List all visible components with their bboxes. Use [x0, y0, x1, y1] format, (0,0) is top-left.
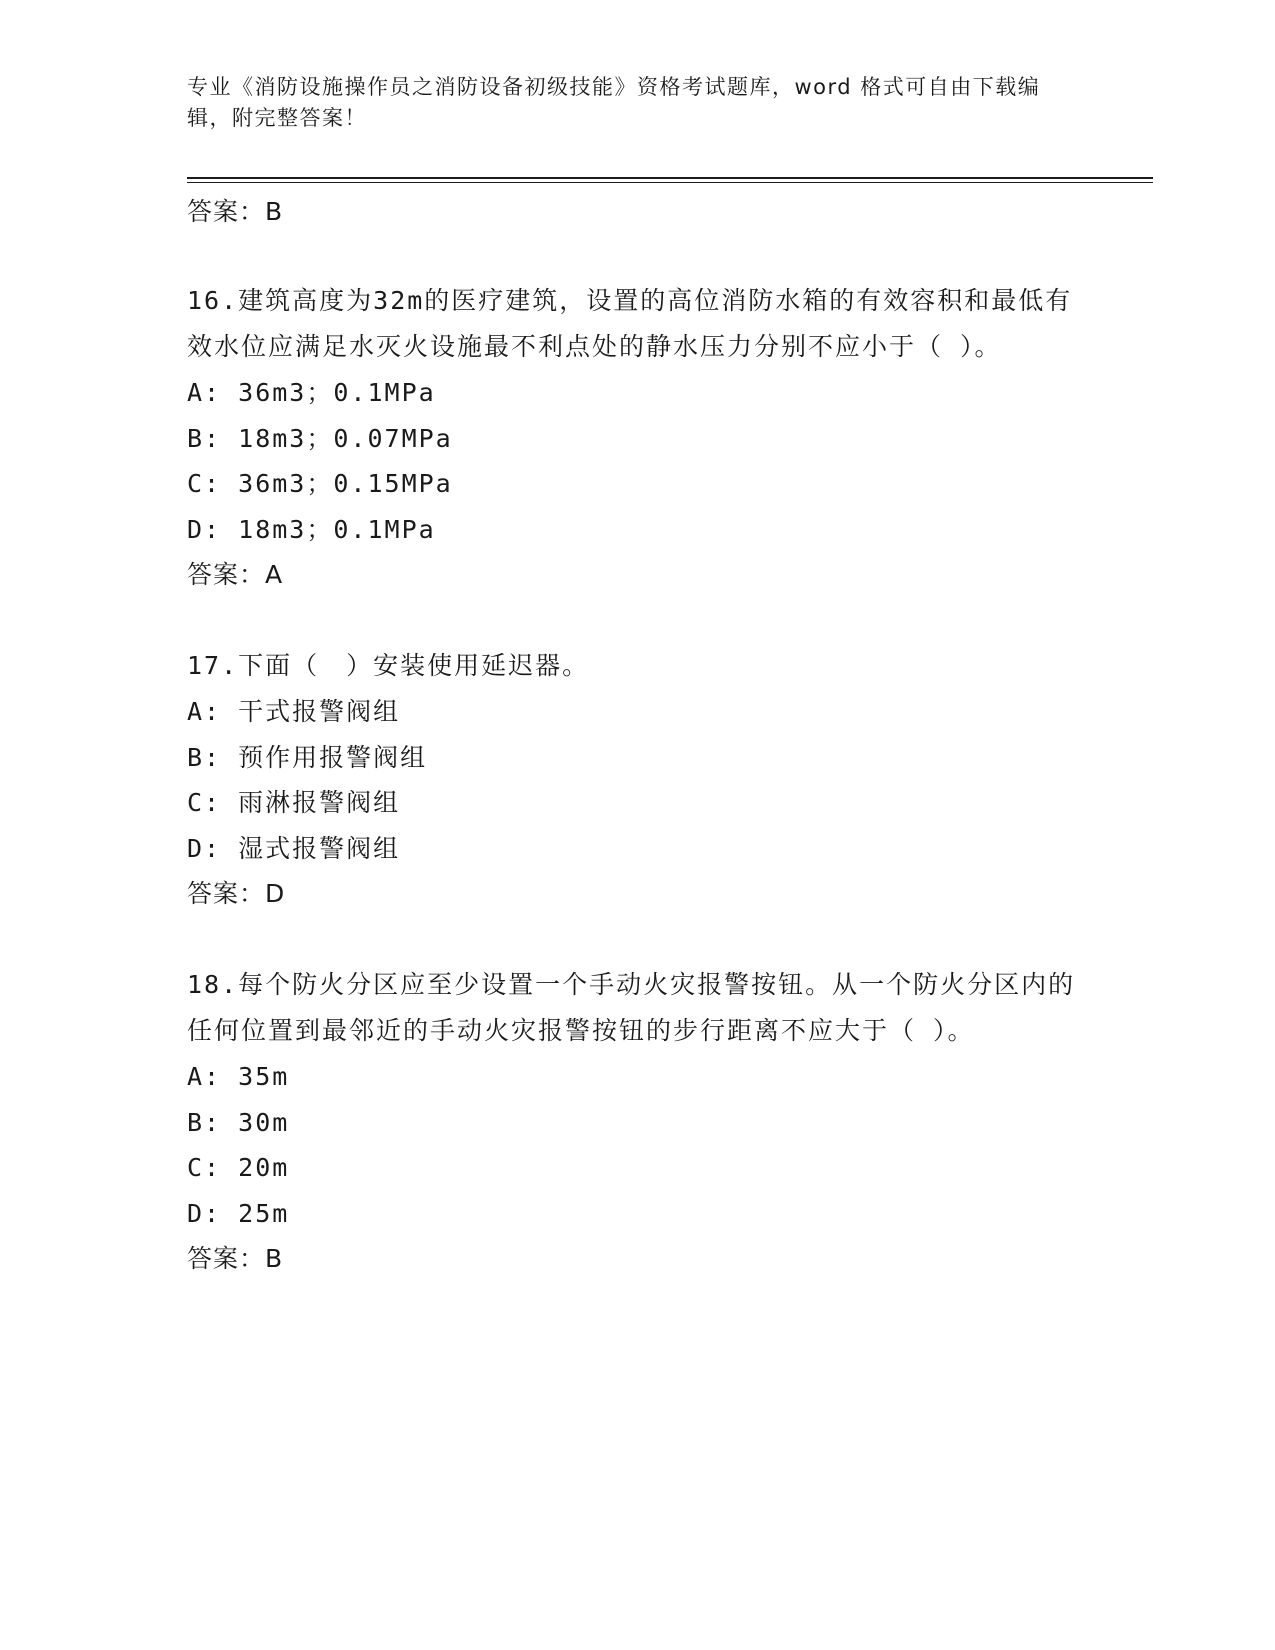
question-block [187, 643, 1087, 916]
page-header: 专业《消防设施操作员之消防设备初级技能》资格考试题库，word 格式可自由下载编辑，附完整答案！ [187, 75, 1041, 130]
answer-line: 答案：D [187, 879, 286, 908]
option-d: D: 25m [187, 1198, 290, 1228]
question-block [187, 278, 1087, 597]
question-text: 17.下面（ ）安装使用延迟器。 [187, 651, 590, 680]
option-b: B: 30m [187, 1107, 290, 1137]
option-d: D: 湿式报警阀组 [187, 833, 401, 863]
option-a: A: 36m3；0.1MPa [187, 378, 436, 407]
option-c: C: 36m3；0.15MPa [187, 469, 453, 498]
option-b: B: 18m3；0.07MPa [187, 423, 453, 453]
option-a: A: 干式报警阀组 [187, 697, 401, 726]
option-d: D: 18m3；0.1MPa [187, 514, 436, 544]
question-text: 16.建筑高度为32m的医疗建筑，设置的高位消防水箱的有效容积和最低有效水位应满足水灭火设施最不利点处的静水压力分别不应小于（ ）。 [187, 286, 1073, 361]
answer-line: 答案：B [187, 197, 284, 226]
header-divider-thin [187, 182, 1153, 183]
option-a: A: 35m [187, 1062, 290, 1091]
option-c: C: 20m [187, 1153, 290, 1182]
header-divider [187, 177, 1153, 179]
answer-line: 答案：A [187, 560, 284, 589]
question-block [187, 962, 1087, 1281]
answer-line: 答案：B [187, 1244, 284, 1273]
option-c: C: 雨淋报警阀组 [187, 788, 401, 817]
option-b: B: 预作用报警阀组 [187, 742, 428, 772]
question-list [187, 189, 1087, 1281]
question-text: 18.每个防火分区应至少设置一个手动火灾报警按钮。从一个防火分区内的任何位置到最邻近的手动火灾报警按钮的步行距离不应大于（ ）。 [187, 970, 1076, 1045]
